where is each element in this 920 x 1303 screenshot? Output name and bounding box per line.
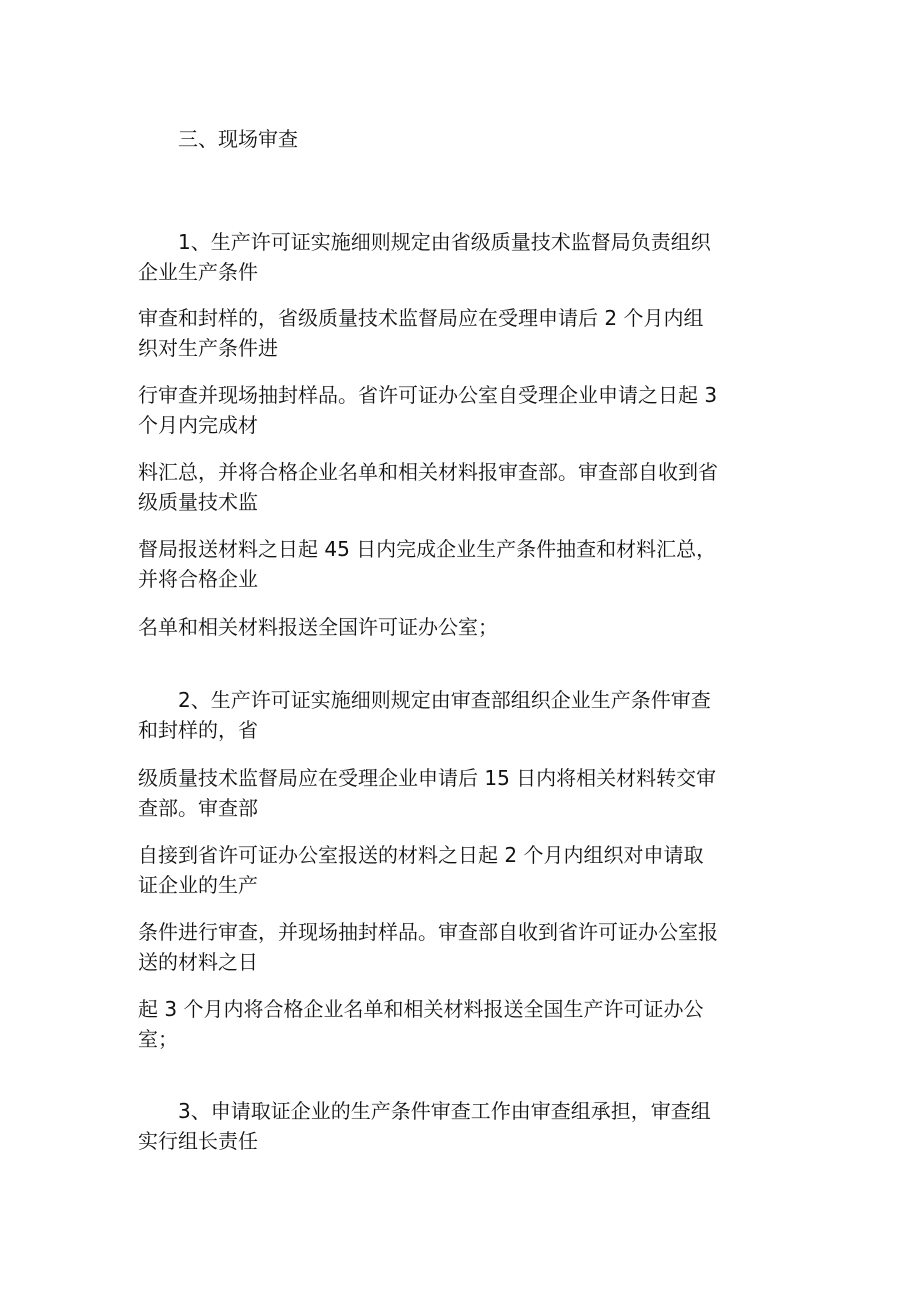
- paragraph-text: 级质量技术监督局应在受理企业申请后 15 日内将相关材料转交审查部。审查部: [138, 766, 717, 820]
- paragraph-text: 督局报送材料之日起 45 日内完成企业生产条件抽查和材料汇总，并将合格企业: [138, 537, 717, 591]
- paragraph-text: 3、申请取证企业的生产条件审查工作由审查组承担，审查组实行组长责任: [138, 1099, 711, 1153]
- paragraph-text: 1、生产许可证实施细则规定由省级质量技术监督局负责组织企业生产条件: [138, 230, 711, 284]
- paragraph-text: 名单和相关材料报送全国许可证办公室；: [138, 615, 498, 639]
- paragraph-text: 起 3 个月内将合格企业名单和相关材料报送全国生产许可证办公室；: [138, 997, 704, 1051]
- paragraph-text: 条件进行审查，并现场抽封样品。审查部自收到省许可证办公室报送的材料之日: [138, 920, 718, 974]
- paragraph-text: 料汇总，并将合格企业名单和相关材料报审查部。审查部自收到省级质量技术监: [138, 460, 718, 514]
- paragraph-text: 2、生产许可证实施细则规定由审查部组织企业生产条件审查和封样的，省: [138, 688, 711, 742]
- paragraph-text: 自接到省许可证办公室报送的材料之日起 2 个月内组织对申请取证企业的生产: [138, 843, 704, 897]
- paragraph-text: 行审查并现场抽封样品。省许可证办公室自受理企业申请之日起 3 个月内完成材: [138, 383, 718, 437]
- paragraph-text: 审查和封样的，省级质量技术监督局应在受理申请后 2 个月内组织对生产条件进: [138, 306, 704, 360]
- section-heading: 三、现场审查: [178, 127, 298, 151]
- paragraph-12: [138, 1066, 718, 1186]
